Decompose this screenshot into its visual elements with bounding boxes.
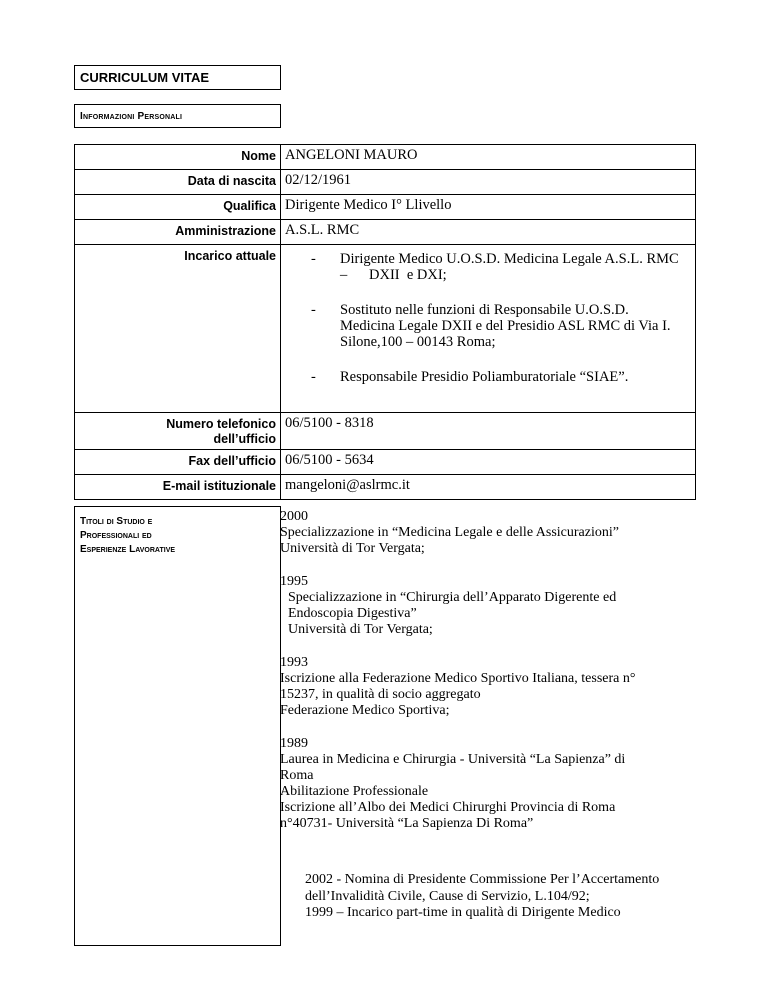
list-item: [280, 655, 710, 719]
table-row: [75, 450, 696, 475]
nome-label: Nome: [75, 145, 281, 170]
personal-info-table: [74, 144, 696, 500]
entry-line: Specializzazione in “Chirurgia dell’Apparato Digerente ed: [288, 590, 617, 605]
qualifica-label: Qualifica: [75, 195, 281, 220]
telefono-label: [75, 413, 281, 450]
dash-bullet: -: [311, 302, 316, 318]
table-row: [75, 145, 696, 170]
incarico-line: Medicina Legale DXII e del Presidio ASL RMC di Via I.: [340, 318, 671, 334]
nascita-label: Data di nascita: [75, 170, 281, 195]
table-row: [75, 413, 696, 450]
titoli-entries: [280, 509, 710, 849]
entry-line: Endoscopia Digestiva”: [288, 606, 417, 621]
entry-line: Specializzazione in “Medicina Legale e delle Assicurazioni”: [280, 525, 619, 540]
personal-info-header: Informazioni Personali: [74, 104, 281, 128]
telefono-label-line: Numero telefonico: [166, 417, 276, 431]
table-row: [75, 220, 696, 245]
list-item: [280, 574, 710, 638]
telefono-label-line: dell’ufficio: [213, 432, 276, 446]
telefono-value: 06/5100 - 8318: [281, 413, 696, 450]
list-item: [285, 302, 691, 350]
entry-year: 1995: [280, 574, 308, 589]
incarico-value: [281, 245, 696, 413]
email-label: E-mail istituzionale: [75, 475, 281, 500]
incarico-line: Silone,100 – 00143 Roma;: [340, 334, 496, 350]
titoli-header-line: Titoli di Studio e: [80, 516, 153, 527]
experience-line: 1999 – Incarico part-time in qualità di Dirigente Medico: [305, 905, 621, 920]
incarico-line: Sostituto nelle funzioni di Responsabile U.O.S.D.: [340, 302, 629, 318]
incarico-list: [285, 247, 691, 385]
table-row: [75, 170, 696, 195]
experience-line: dell’Invalidità Civile, Cause di Servizio, L.104/92;: [305, 888, 590, 904]
fax-label: Fax dell’ufficio: [75, 450, 281, 475]
entry-line: 15237, in qualità di socio aggregato: [280, 687, 481, 702]
table-row: [75, 245, 696, 413]
entry-line: Iscrizione all’Albo dei Medici Chirurghi Provincia di Roma: [280, 800, 616, 815]
experience-line: 2002 - Nomina di Presidente Commissione Per l’Accertamento: [305, 872, 660, 887]
incarico-label: Incarico attuale: [75, 245, 281, 413]
experience-block: [305, 872, 725, 922]
list-item: [280, 736, 710, 832]
incarico-line: – DXII e DXI;: [340, 267, 447, 283]
fax-value: 06/5100 - 5634: [281, 450, 696, 475]
amministrazione-label: Amministrazione: [75, 220, 281, 245]
entry-line: Roma: [280, 768, 314, 783]
titoli-header: [74, 506, 281, 946]
list-item: [285, 251, 691, 283]
entry-line: Abilitazione Professionale: [280, 784, 429, 799]
cv-title: CURRICULUM VITAE: [74, 65, 281, 90]
table-row: [75, 195, 696, 220]
amministrazione-value: A.S.L. RMC: [281, 220, 696, 245]
dash-bullet: -: [311, 369, 316, 385]
titoli-header-line: Professionali ed: [80, 530, 152, 541]
nome-value: ANGELONI MAURO: [281, 145, 696, 170]
dash-bullet: -: [311, 251, 316, 267]
entry-year: 1989: [280, 736, 308, 751]
entry-line: Università di Tor Vergata;: [288, 622, 433, 637]
qualifica-value: Dirigente Medico I° Llivello: [281, 195, 696, 220]
entry-line: n°40731- Università “La Sapienza Di Roma”: [280, 816, 534, 831]
entry-year: 2000: [280, 509, 308, 524]
incarico-line: Dirigente Medico U.O.S.D. Medicina Legale A.S.L. RMC: [340, 251, 679, 267]
titoli-header-line: Esperienze Lavorative: [80, 544, 176, 555]
entry-line: Federazione Medico Sportiva;: [280, 703, 450, 718]
nascita-value: 02/12/1961: [281, 170, 696, 195]
email-value: mangeloni@aslrmc.it: [281, 475, 696, 500]
entry-line: Laurea in Medicina e Chirurgia - Università “La Sapienza” di: [280, 752, 626, 767]
incarico-line: Responsabile Presidio Poliamburatoriale “SIAE”.: [340, 369, 629, 385]
table-row: [75, 475, 696, 500]
entry-line: Università di Tor Vergata;: [280, 541, 425, 556]
list-item: [280, 509, 710, 557]
entry-line: Iscrizione alla Federazione Medico Sportivo Italiana, tessera n°: [280, 671, 636, 686]
list-item: [285, 369, 691, 385]
entry-year: 1993: [280, 655, 308, 670]
